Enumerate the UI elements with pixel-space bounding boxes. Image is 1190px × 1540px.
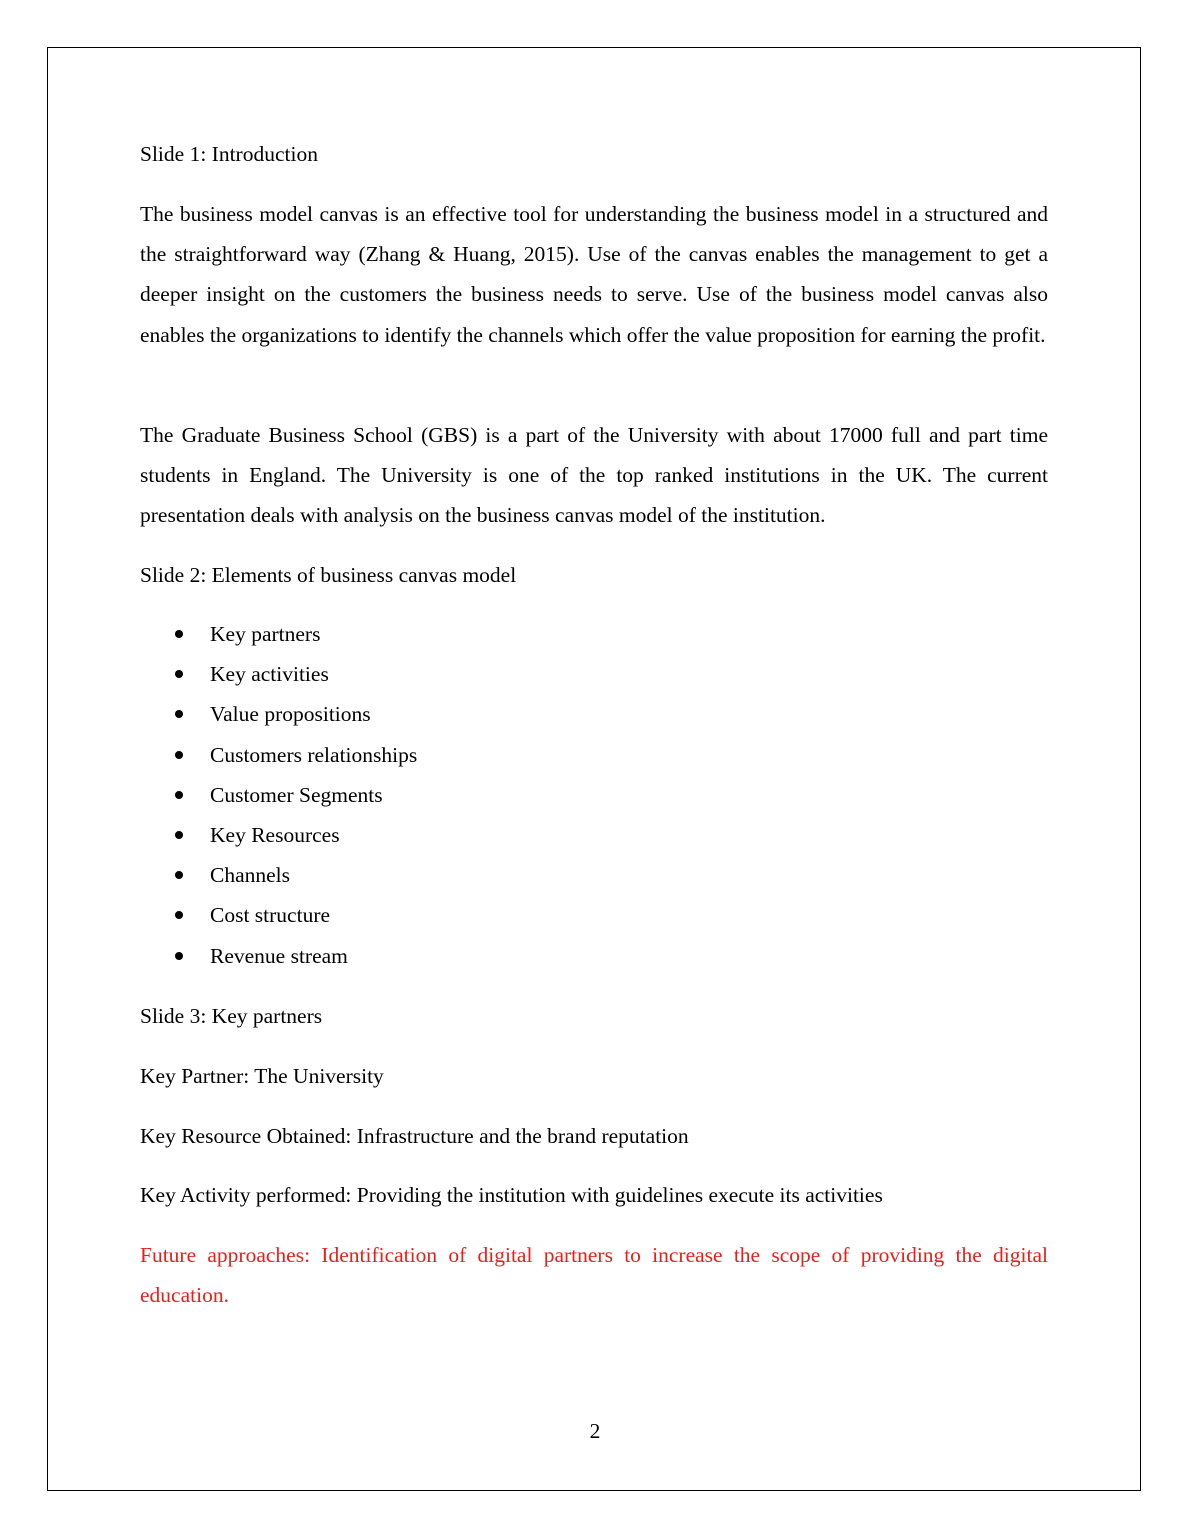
bullet-icon [175,751,183,759]
intro-paragraph-2: The Graduate Business School (GBS) is a part of the University with about 17000 full and part time students in England. The University is one of the top ranked institutions in the UK. The current presentation deals with analysis on the business canvas model of the institution. [140,423,1048,528]
page-number: 2 [589,1419,601,1443]
slide-2-heading: Slide 2: Elements of business canvas model [140,563,517,587]
key-resource-line: Key Resource Obtained: Infrastructure and the brand reputation [140,1124,689,1148]
future-approaches-paragraph: Future approaches: Identification of digital partners to increase the scope of providing the digital education. [140,1243,1048,1308]
intro-paragraph-1: The business model canvas is an effective tool for understanding the business model in a structured and the straightforward way (Zhang & Huang, 2015). Use of the canvas enables the management to get a deeper insight on the customers the business needs to serve. Use of the business model canvas also enables the organizations to identify the channels which offer the value proposition for earning the profit. [140,202,1048,347]
bullet-icon [175,952,183,960]
bullet-icon [175,831,183,839]
key-partner-line: Key Partner: The University [140,1064,384,1088]
bullet-icon [175,630,183,638]
slide-3-heading: Slide 3: Key partners [140,1004,323,1028]
key-activity-line: Key Activity performed: Providing the institution with guidelines execute its activities [140,1183,883,1207]
bullet-icon [175,791,183,799]
slide-1-heading: Slide 1: Introduction [140,142,318,166]
